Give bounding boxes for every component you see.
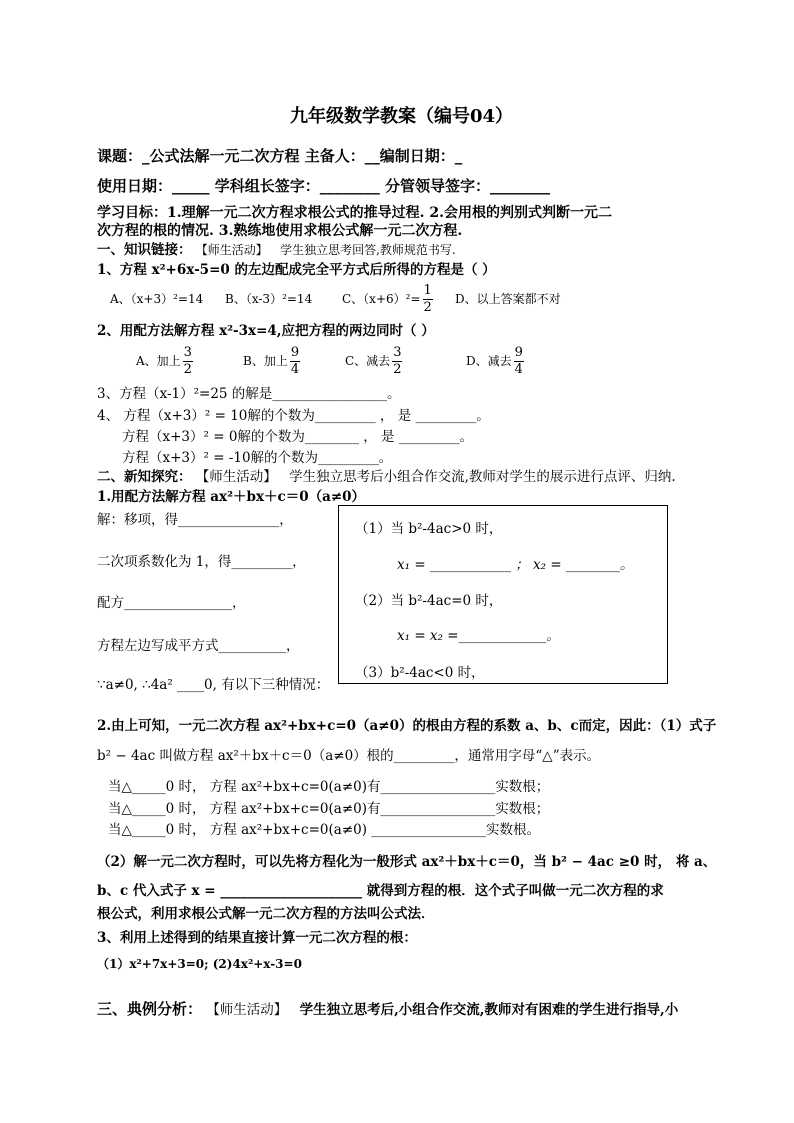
fraction-numerator: 3 <box>393 345 402 360</box>
page-title: 九年级数学教案（编号04） <box>290 106 514 127</box>
q2-option-d-fraction <box>514 345 524 378</box>
fraction-denominator: 2 <box>393 362 402 377</box>
fraction-numerator: 9 <box>514 345 523 360</box>
q1-option-a: A、（x+3）²=14 <box>110 292 204 306</box>
q1-option-c <box>342 281 435 317</box>
formula-line-3: 根公式，利用求根公式解一元二次方程的方法叫公式法． <box>97 906 435 922</box>
section3-heading-row <box>97 1000 678 1019</box>
step-cases-intro: ∵a≠0, ∴4a² ____0, 有以下三种情况： <box>97 677 330 693</box>
derivation-prompt: 1.用配方法解方程 ax²＋bx＋c＝0（a≠0） <box>97 489 366 505</box>
step-move-terms: 解：移项，得_______________， <box>97 512 293 528</box>
case-3-label: （3）b²-4ac<0 时， <box>355 665 485 681</box>
section1-activity-note: 学生独立思考回答,教师规范书写. <box>280 243 456 257</box>
question-3: 3、方程（x-1）²=25 的解是_________________。 <box>97 386 401 402</box>
fraction-denominator: 4 <box>290 362 300 377</box>
q1-option-b: B、（x-3）²=14 <box>225 292 313 306</box>
exercise-equations: （1）x²+7x+3=0; (2)4x²+x-3=0 <box>97 957 302 971</box>
objective-line-2: 次方程的根的情况. 3.熟练地使用求根公式解一元二次方程. <box>97 223 463 239</box>
conclusion-line-1: 2.由上可知，一元二次方程 ax²+bx+c=0（a≠0）的根由方程的系数 a、b、c而定，因此：（1）式子 <box>97 718 717 734</box>
case-2-roots: x₁ = x₂ =_____________。 <box>397 628 560 644</box>
rule-negative: 当△_____0 时， 方程 ax²+bx+c=0(a≠0) _________________实数根。 <box>108 822 541 838</box>
question-2: 2、用配方法解方程 x²-3x=4,应把方程的两边同时（ ） <box>97 323 435 339</box>
exercise-prompt: 3、利用上述得到的结果直接计算一元二次方程的根： <box>97 930 417 946</box>
q2-option-c-fraction <box>392 345 402 378</box>
conclusion-line-2: b² − 4ac 叫做方程 ax²＋bx＋c＝0（a≠0）根的_________，通常用字母“△”表示。 <box>97 748 601 764</box>
fraction-numerator: 3 <box>183 345 192 360</box>
fraction-denominator: 2 <box>183 362 192 377</box>
section3-activity-tag: 【师生活动】 <box>206 1002 288 1018</box>
q1-option-c-label: C、（x+6）²= <box>342 292 421 306</box>
section2-heading: 二、新知探究： <box>97 469 192 485</box>
section2-activity-tag: 【师生活动】 <box>195 469 277 485</box>
objective-line-1: 学习目标：1.理解一元二次方程求根公式的推导过程. 2.会用根的判别式判断一元二 <box>97 205 612 221</box>
step-normalize: 二次项系数化为 1，得_________， <box>97 554 306 570</box>
q2-option-b-fraction <box>290 345 300 378</box>
case-2-label: （2）当 b²-4ac=0 时， <box>355 593 503 609</box>
fraction-denominator: 2 <box>423 300 432 315</box>
question-4b: 方程（x+3）² = 0解的个数为________ ， 是 _________。 <box>122 429 474 445</box>
discriminant-cases-box <box>338 505 668 684</box>
section1-heading-row <box>97 241 456 259</box>
q2-option-b <box>243 343 302 379</box>
q2-option-a-fraction <box>183 345 193 378</box>
question-4a: 4、 方程（x+3）² = 10解的个数为_________ ， 是 _________。 <box>97 408 490 424</box>
question-1: 1、方程 x²+6x-5=0 的左边配成完全平方式后所得的方程是（ ） <box>97 262 496 278</box>
q2-option-d <box>466 343 526 379</box>
rule-zero: 当△_____0 时， 方程 ax²+bx+c=0(a≠0)有_________________实数根； <box>108 801 550 817</box>
section2-activity-note: 学生独立思考后小组合作交流,教师对学生的展示进行点评、归纳. <box>289 469 676 485</box>
q1-option-d: D、以上答案都不对 <box>455 292 561 306</box>
q2-option-a <box>136 343 195 379</box>
formula-line-2: b、c 代入式子 x = _____________________ 就得到方程的根．这个式子叫做一元二次方程的求 <box>97 883 664 899</box>
q2-option-c-label: C、减去 <box>345 354 391 368</box>
section3-activity-note: 学生独立思考后,小组合作交流,教师对有困难的学生进行指导,小 <box>299 1002 679 1018</box>
fraction-numerator: 9 <box>290 345 300 360</box>
step-complete-square: 配方________________， <box>97 595 246 611</box>
section3-heading: 三、典例分析： <box>97 1000 203 1018</box>
rule-positive: 当△_____0 时， 方程 ax²+bx+c=0(a≠0)有_________________实数根； <box>108 779 550 795</box>
formula-line-1: （2）解一元二次方程时，可以先将方程化为一般形式 ax²＋bx＋c＝0，当 b² − 4ac ≥0 时， 将 a、 <box>97 854 717 870</box>
section2-heading-row <box>97 468 676 486</box>
case-1-label: （1）当 b²-4ac>0 时， <box>355 521 503 537</box>
lesson-topic-line: 课题：_公式法解一元二次方程 主备人：__编制日期：_ <box>97 147 463 165</box>
question-4c: 方程（x+3）² = -10解的个数为_________。 <box>122 450 393 466</box>
section1-activity-tag: 【师生活动】 <box>195 243 268 257</box>
q2-option-a-label: A、加上 <box>136 354 181 368</box>
case-1-roots: x₁ = ____________ ； x₂ = ________。 <box>397 557 634 573</box>
section1-heading: 一、知识链接： <box>97 242 192 258</box>
fraction-denominator: 4 <box>514 362 523 377</box>
q2-option-d-label: D、减去 <box>466 354 512 368</box>
q2-option-b-label: B、加上 <box>243 354 288 368</box>
q2-option-c <box>345 343 404 379</box>
step-square-form: 方程左边写成平方式__________， <box>97 638 300 654</box>
q1-option-c-fraction <box>423 283 433 316</box>
usage-date-line: 使用日期：_____ 学科组长签字：________ 分管领导签字：________ <box>97 177 550 195</box>
fraction-numerator: 1 <box>423 283 432 298</box>
